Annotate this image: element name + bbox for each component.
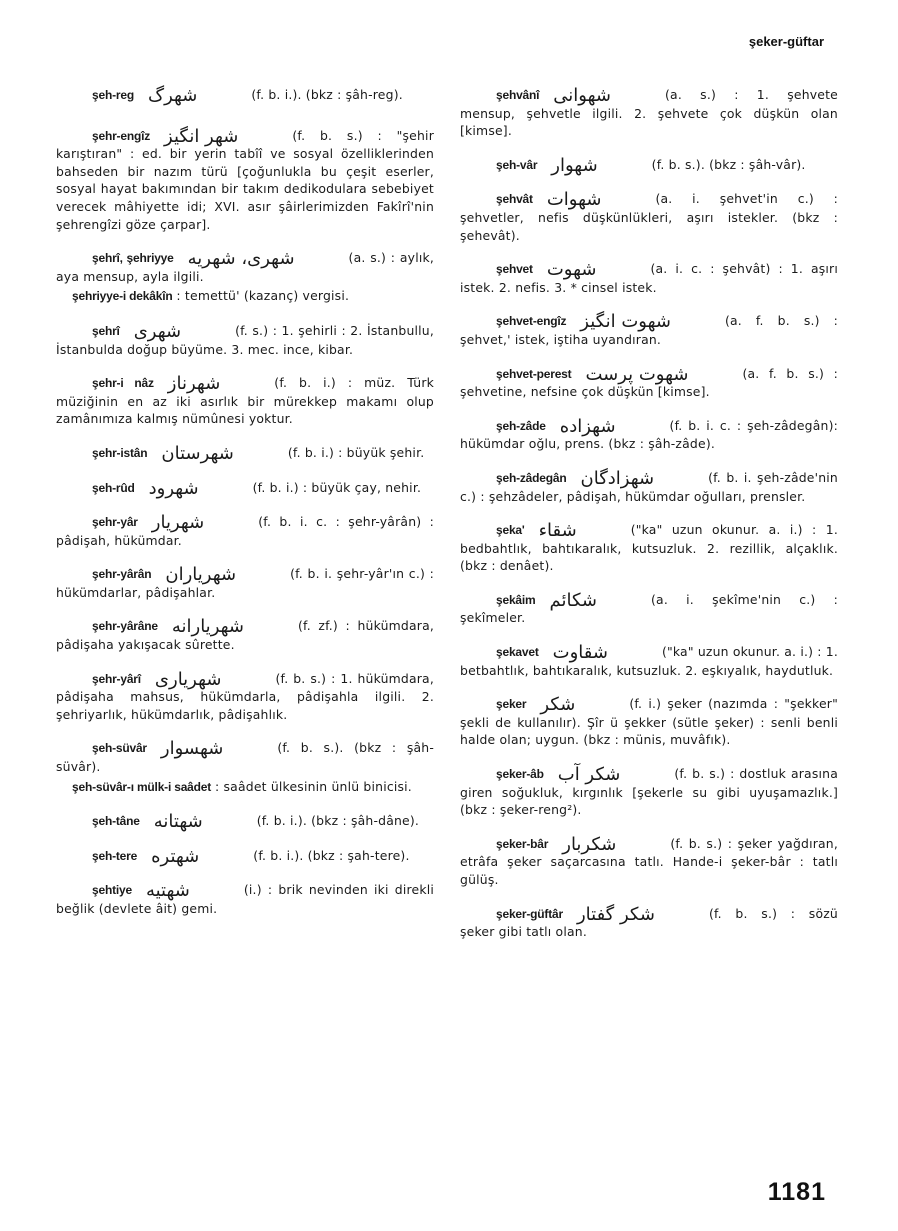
dictionary-entry (56, 249, 434, 285)
entry-headword: şehr-yârâne (92, 619, 158, 634)
entry-definition: (f. b. i. c. : şeh-zâdegân): hükümdar oğlu, prens. (bkz : şâh-zâde). (460, 417, 838, 452)
dictionary-entry (56, 374, 434, 428)
dictionary-entry (460, 365, 838, 401)
entry-definition: (a. s.) : 1. şehvete mensup, şehvetle ilgili. 2. şehvete çok düşkün olan [kimse]. (460, 87, 838, 139)
entry-headword: şehriyye-i dekâkîn (72, 289, 173, 304)
dictionary-entry (460, 591, 838, 627)
entry-arabic-script: شهوار (551, 154, 598, 176)
dictionary-entry (460, 190, 838, 244)
entry-headword: şehrî (92, 323, 120, 338)
entry-definition: (i.) : brik nevinden iki direkli beğlik (devlete âit) gemi. (56, 882, 434, 916)
entry-headword: şehr-i nâz (92, 376, 154, 391)
dictionary-entry (56, 479, 434, 498)
entry-arabic-script: شقاء (538, 520, 577, 542)
entry-arabic-script: شكربار (562, 833, 617, 855)
entry-headword: şeker (496, 697, 527, 712)
right-column (460, 86, 838, 957)
entry-headword: şeka' (496, 523, 525, 538)
entry-arabic-script: شهزادگان (580, 467, 655, 489)
entry-definition: (a. f. b. s.) : şehvetine, nefsine çok düşkün [kimse]. (460, 365, 838, 400)
entry-definition: (f. b. s.). (bkz : şâh-süvâr). (56, 740, 434, 775)
entry-headword: şehr-yâr (92, 515, 138, 530)
dictionary-entry (56, 287, 434, 306)
entry-headword: şehr-yârî (92, 671, 141, 686)
dictionary-entry (56, 881, 434, 917)
entry-arabic-script: شهریاران (165, 564, 237, 586)
left-column (56, 86, 434, 934)
entry-arabic-script: شقاوت (552, 642, 608, 664)
dictionary-entry (56, 617, 434, 653)
entry-definition: ("ka" uzun okunur. a. i.) : 1. betbahtlık, bahtıkaralık, kutsuzluk. 2. eşkıyalık, haydutluk. (460, 644, 839, 678)
entry-arabic-script: شهوت انگیز (580, 311, 671, 333)
entry-definition: (f. i.) şeker (nazımda : "şekker" şekli de kullanılır). Şîr ü şekker (sütle şeker) : senli benli halde olan; uygun. (bkz : münis, muvâfık). (460, 696, 838, 748)
entry-definition: (f. b. s.) : sözü şeker gibi tatlı olan. (460, 905, 838, 940)
entry-headword: şeh-süvâr (92, 741, 147, 756)
dictionary-entry (460, 905, 838, 941)
entry-headword: şehr-yârân (92, 567, 152, 582)
entry-definition: (f. zf.) : hükümdara, pâdişaha yakışacak sûrette. (56, 618, 434, 653)
entry-headword: şekâim (496, 592, 536, 607)
entry-arabic-script: شكر گفتار (576, 903, 655, 925)
entry-headword: şeker-bâr (496, 836, 549, 851)
entry-definition: (f. b. i.) : büyük çay, nehir. (252, 479, 422, 495)
entry-headword: şehvât (496, 192, 533, 207)
entry-definition: (f. b. i.). (bkz : şâh-reg). (251, 87, 403, 102)
entry-arabic-script: شهوات (546, 189, 602, 211)
page-number: 1181 (767, 1178, 826, 1206)
entry-arabic-script: شكر آب (557, 764, 621, 786)
entry-arabic-script: شهزاده (559, 415, 616, 437)
dictionary-entry (460, 417, 838, 453)
entry-definition: (f. b. s.). (bkz : şâh-vâr). (651, 156, 806, 172)
entry-definition: (f. b. i.). (bkz : şah-tere). (253, 847, 410, 863)
entry-headword: şeh-tere (92, 848, 138, 863)
entry-definition: (a. i. c. : şehvât) : 1. aşırı istek. 2. nefis. 3. * cinsel istek. (460, 261, 838, 295)
entry-definition: (f. b. i.). (bkz : şâh-dâne). (256, 813, 420, 829)
entry-headword: şeh-tâne (92, 814, 140, 829)
entry-definition: : temettü' (kazanç) vergisi. (176, 288, 350, 304)
entry-arabic-script: شهرود (148, 477, 199, 499)
entry-arabic-script: شهرناز (167, 373, 221, 395)
dictionary-entry (460, 312, 838, 348)
entry-arabic-script: شهوت (546, 259, 597, 281)
entry-arabic-script: شكائم (549, 589, 597, 611)
entry-arabic-script: شهرگ (147, 85, 198, 106)
entry-arabic-script: شهتره (151, 845, 200, 867)
dictionary-entry (460, 765, 838, 819)
dictionary-entry (56, 847, 434, 866)
dictionary-entry (460, 260, 838, 296)
entry-headword: şeh-süvâr-ı mülk-i saâdet (72, 779, 212, 794)
dictionary-entry (460, 643, 838, 679)
entry-headword: şehvânî (496, 88, 540, 102)
dictionary-entry (460, 521, 838, 575)
dictionary-entry (56, 444, 434, 463)
entry-definition: (f. s.) : 1. şehirli : 2. İstanbullu, İstanbulda doğup büyüme. 3. mec. ince, kibar. (56, 322, 434, 357)
entry-arabic-script: شهوانی (553, 85, 611, 106)
dictionary-entry (460, 835, 838, 889)
dictionary-entry (460, 469, 838, 505)
running-head: şeker-güftar (748, 34, 824, 49)
entry-definition: (a. f. b. s.) : şehvet,' istek, iştiha uyandıran. (460, 313, 838, 347)
entry-arabic-script: شهری، شهریه (187, 248, 295, 270)
dictionary-entry (460, 695, 838, 749)
entry-headword: şehvet-perest (496, 366, 572, 381)
entry-headword: şehvet-engîz (496, 314, 567, 329)
entry-arabic-script: شهرستان (161, 442, 234, 464)
entry-arabic-script: شكر (540, 694, 576, 716)
dictionary-entry (56, 739, 434, 775)
entry-headword: şehr-istân (92, 445, 148, 460)
entry-arabic-script: شهتانه (153, 811, 203, 833)
entry-arabic-script: شهریارانه (171, 616, 245, 638)
entry-definition: (f. b. s.) : 1. hükümdara, pâdişaha mahsus, hükümdarla, pâdişahla ilgili. 2. şehriyarlık, hükümdarlık, pâdişahlık. (56, 670, 434, 722)
entry-headword: şehr-engîz (92, 128, 151, 143)
entry-definition: (f. b. i. şehr-yâr'ın c.) : hükümdarlar, pâdişahlar. (56, 566, 434, 600)
entry-definition: (f. b. i. c. : şehr-yârân) : pâdişah, hükümdar. (56, 514, 434, 548)
dictionary-entry (56, 670, 434, 724)
entry-arabic-script: شهری (133, 320, 182, 342)
entry-headword: şeh-zâde (496, 418, 546, 433)
entry-definition: (a. s.) : aylık, aya mensup, ayla ilgili. (56, 250, 434, 284)
entry-headword: şeh-zâdegân (496, 470, 567, 485)
entry-arabic-script: شهوت پرست (585, 363, 689, 385)
entry-headword: şehtiye (92, 883, 132, 898)
dictionary-entry (460, 86, 838, 140)
entry-headword: şehvet (496, 262, 533, 277)
dictionary-entry (460, 156, 838, 175)
dictionary-entry (56, 565, 434, 601)
dictionary-entry (56, 127, 434, 234)
entry-definition: (a. i. şekîme'nin c.) : şekîmeler. (460, 591, 838, 626)
entry-definition: (f. b. s.) : şeker yağdıran, etrâfa şeker saçarcasına tatlı. Hande-i şeker-bâr : tatlı gülüş. (460, 835, 838, 887)
dictionary-entry (56, 513, 434, 549)
entry-headword: şekavet (496, 645, 539, 660)
dictionary-entry (56, 86, 434, 105)
entry-arabic-script: شهر انگیز (164, 125, 239, 147)
entry-headword: şeh-reg (92, 88, 134, 102)
entry-definition: : saâdet ülkesinin ünlü binicisi. (215, 778, 412, 794)
entry-arabic-script: شهریار (151, 512, 205, 534)
entry-arabic-script: شهریاری (154, 668, 222, 690)
entry-definition: (f. b. s.) : dostluk arasına giren soğukluk, kırgınlık [şekerle su gibi uyuşamazlık.] (bkz : şeker-reng²). (460, 766, 838, 818)
entry-headword: şeker-âb (496, 767, 544, 782)
entry-headword: şeker-güftâr (496, 906, 563, 921)
dictionary-entry (56, 812, 434, 831)
entry-definition: ("ka" uzun okunur. a. i.) : 1. bedbahtlık, bahtıkaralık, kutsuzluk. 2. rezillik, alçaklık. (bkz : denâet). (460, 522, 838, 574)
entry-headword: şeh-vâr (496, 157, 538, 172)
entry-definition: (f. b. i.) : büyük şehir. (287, 444, 425, 460)
entry-headword: şeh-rûd (92, 480, 135, 495)
dictionary-entry (56, 322, 434, 358)
dictionary-entry (56, 778, 434, 797)
entry-definition: (a. i. şehvet'in c.) : şehvetler, nefis düşkünlükleri, aşırı istekler. (bkz : şehevât). (460, 191, 838, 243)
entry-definition: (f. b. i. şeh-zâde'nin c.) : şehzâdeler, pâdişah, hükümdar oğulları, prensler. (460, 469, 838, 504)
entry-arabic-script: شهسوار (160, 738, 224, 760)
entry-definition: (f. b. s.) : "şehir karıştıran" : ed. bir yerin tabîî ve sosyal özelliklerinden bahseden bir nazım türü [çoğunlukla bu çeşit eserler, sosyal hayat bakımından bir takım dedikodulara sebebiyet verecek mâhiyette idi; XVI. asır şâirlerimizden Fakîrî'nin şehrengîzi göze çarpar]. (56, 127, 434, 232)
entry-arabic-script: شهتیه (145, 880, 190, 902)
entry-definition: (f. b. i.) : müz. Türk müziğinin en az iki asırlık bir mürekkep makamı olup zamânımıza kalmış nümûnesi yoktur. (56, 375, 434, 427)
entry-headword: şehrî, şehriyye (92, 251, 174, 266)
